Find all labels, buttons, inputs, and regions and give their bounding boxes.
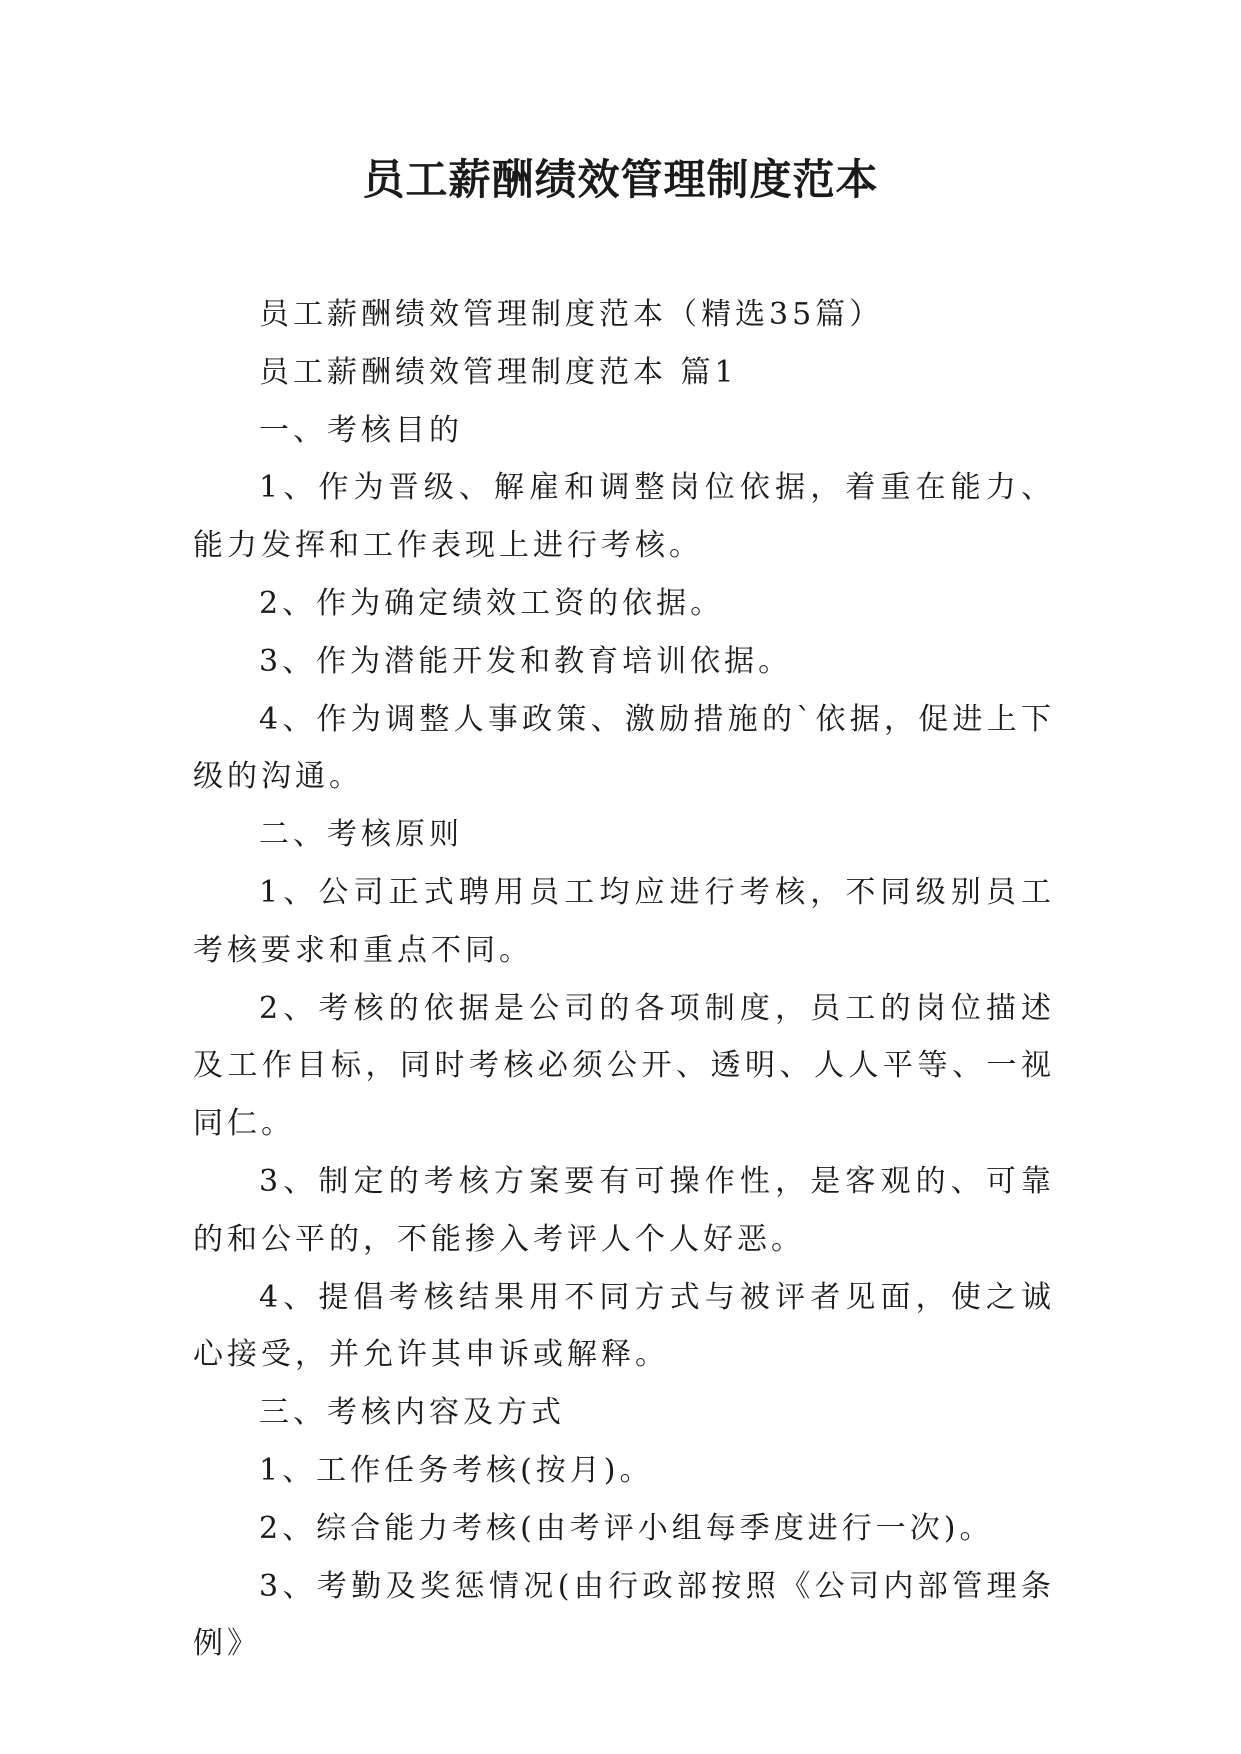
heading-assessment-principles: 二、考核原则 (259, 817, 463, 853)
body-paragraph: 1、公司正式聘用员工均应进行考核，不同级别员工考核要求和重点不同。 (193, 874, 1055, 968)
body-paragraph: 2、作为确定绩效工资的依据。 (259, 585, 725, 621)
body-paragraph: 3、制定的考核方案要有可操作性，是客观的、可靠的和公平的，不能掺入考评人个人好恶。 (193, 1163, 1055, 1257)
section-title-paragraph: 员工薪酬绩效管理制度范本 篇1 (259, 354, 738, 390)
body-paragraph: 3、考勤及奖惩情况(由行政部按照《公司内部管理条例》 (193, 1568, 1055, 1662)
body-paragraph: 1、工作任务考核(按月)。 (259, 1452, 654, 1488)
body-paragraph: 4、作为调整人事政策、激励措施的`依据，促进上下级的沟通。 (193, 701, 1055, 795)
body-paragraph: 1、作为晋级、解雇和调整岗位依据，着重在能力、能力发挥和工作表现上进行考核。 (193, 470, 1055, 564)
body-paragraph: 4、提倡考核结果用不同方式与被评者见面，使之诚心接受，并允许其申诉或解释。 (193, 1279, 1055, 1373)
document-body (193, 286, 1055, 1673)
heading-assessment-content: 三、考核内容及方式 (259, 1395, 565, 1431)
document-title: 员工薪酬绩效管理制度范本 (362, 155, 879, 204)
body-paragraph: 3、作为潜能开发和教育培训依据。 (259, 643, 793, 679)
body-paragraph: 2、综合能力考核(由考评小组每季度进行一次)。 (259, 1510, 994, 1546)
subtitle-paragraph: 员工薪酬绩效管理制度范本（精选35篇） (259, 297, 884, 332)
heading-assessment-purpose: 一、考核目的 (259, 412, 463, 448)
body-paragraph: 2、考核的依据是公司的各项制度，员工的岗位描述及工作目标，同时考核必须公开、透明、人人平等、一视同仁。 (193, 990, 1055, 1142)
